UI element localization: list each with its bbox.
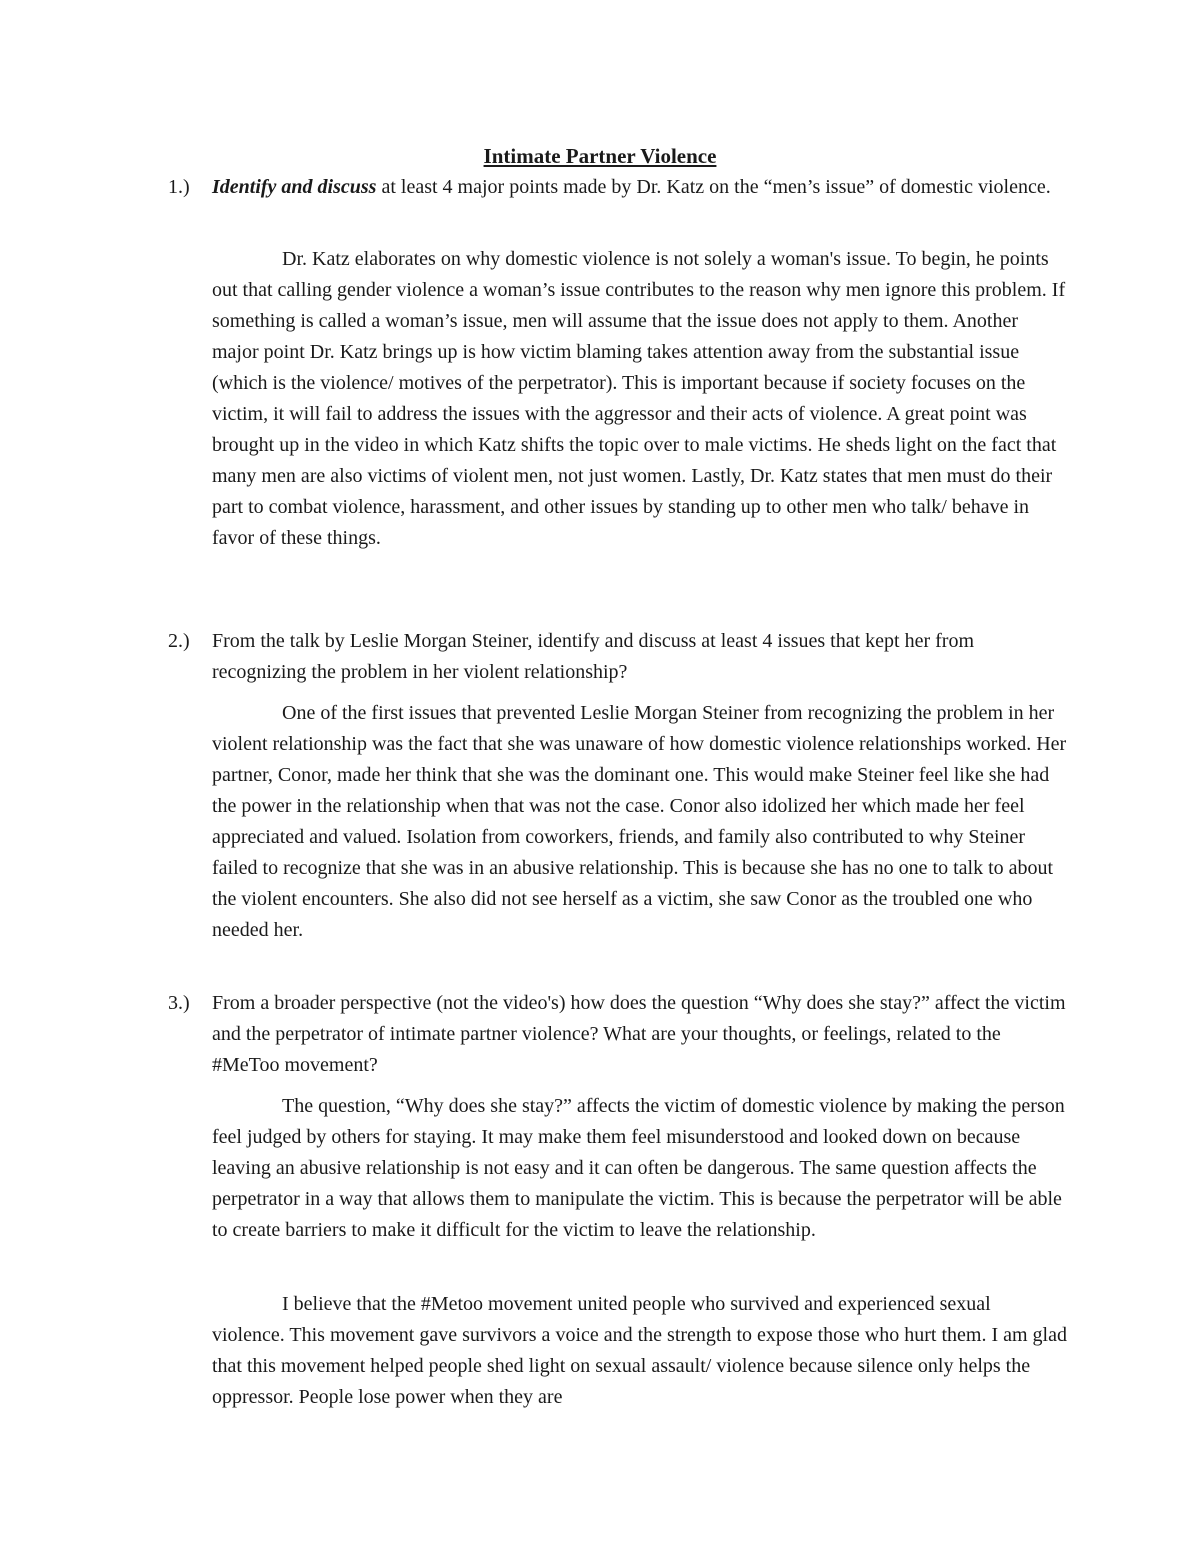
question-lead: Identify and discuss [212, 176, 377, 198]
question-number: 1.) [168, 176, 190, 198]
question-text: From a broader perspective (not the video's) how does the question “Why does she stay?” affect the victim and the perpetrator of intimate partner violence? What are your thoughts, or feelings, related to the #MeToo movement? [212, 992, 1066, 1076]
answer-3-paragraph-1: The question, “Why does she stay?” affects the victim of domestic violence by making the person feel judged by others for staying. It may make them feel misunderstood and looked down on because leaving an abusive relationship is not easy and it can often be dangerous. The same question affects the perpetrator in a way that allows them to manipulate the victim. This is because the perpetrator will be able to create barriers to make it difficult for the victim to leave the relationship. [212, 1095, 1065, 1241]
question-text [212, 172, 1068, 203]
question-1 [168, 172, 1068, 203]
document-title: Intimate Partner Violence [483, 144, 717, 168]
question-number: 3.) [168, 992, 190, 1014]
question-rest: at least 4 major points made by Dr. Katz on the “men’s issue” of domestic violence. [376, 176, 1051, 198]
answer-1: Dr. Katz elaborates on why domestic violence is not solely a woman's issue. To begin, he points out that calling gender violence a woman’s issue contributes to the reason why men ignore this problem. If something is called a woman’s issue, men will assume that the issue does not apply to them. Another major point Dr. Katz brings up is how victim blaming takes attention away from the substantial issue (which is the violence/ motives of the perpetrator). This is important because if society focuses on the victim, it will fail to address the issues with the aggressor and their acts of violence. A great point was brought up in the video in which Katz shifts the topic over to male victims. He sheds light on the fact that many men are also victims of violent men, not just women. Lastly, Dr. Katz states that men must do their part to combat violence, harassment, and other issues by standing up to other men who talk/ behave in favor of these things. [212, 248, 1066, 549]
question-text: From the talk by Leslie Morgan Steiner, identify and discuss at least 4 issues that kept her from recognizing the problem in her violent relationship? [212, 630, 975, 683]
answer-2: One of the first issues that prevented Leslie Morgan Steiner from recognizing the problem in her violent relationship was the fact that she was unaware of how domestic violence relationships worked. Her partner, Conor, made her think that she was the dominant one. This would make Steiner feel like she had the power in the relationship when that was not the case. Conor also idolized her which made her feel appreciated and valued. Isolation from coworkers, friends, and family also contributed to why Steiner failed to recognize that she was in an abusive relationship. This is because she has no one to talk to about the violent encounters. She also did not see herself as a victim, she saw Conor as the troubled one who needed her. [212, 702, 1067, 941]
question-3 [168, 988, 1068, 1081]
question-number: 2.) [168, 630, 190, 652]
answer-3-paragraph-2: I believe that the #Metoo movement united people who survived and experienced sexual violence. This movement gave survivors a voice and the strength to expose those who hurt them. I am glad that this movement helped people shed light on sexual assault/ violence because silence only helps the oppressor. People lose power when they are [212, 1293, 1067, 1408]
question-2 [168, 626, 1068, 688]
